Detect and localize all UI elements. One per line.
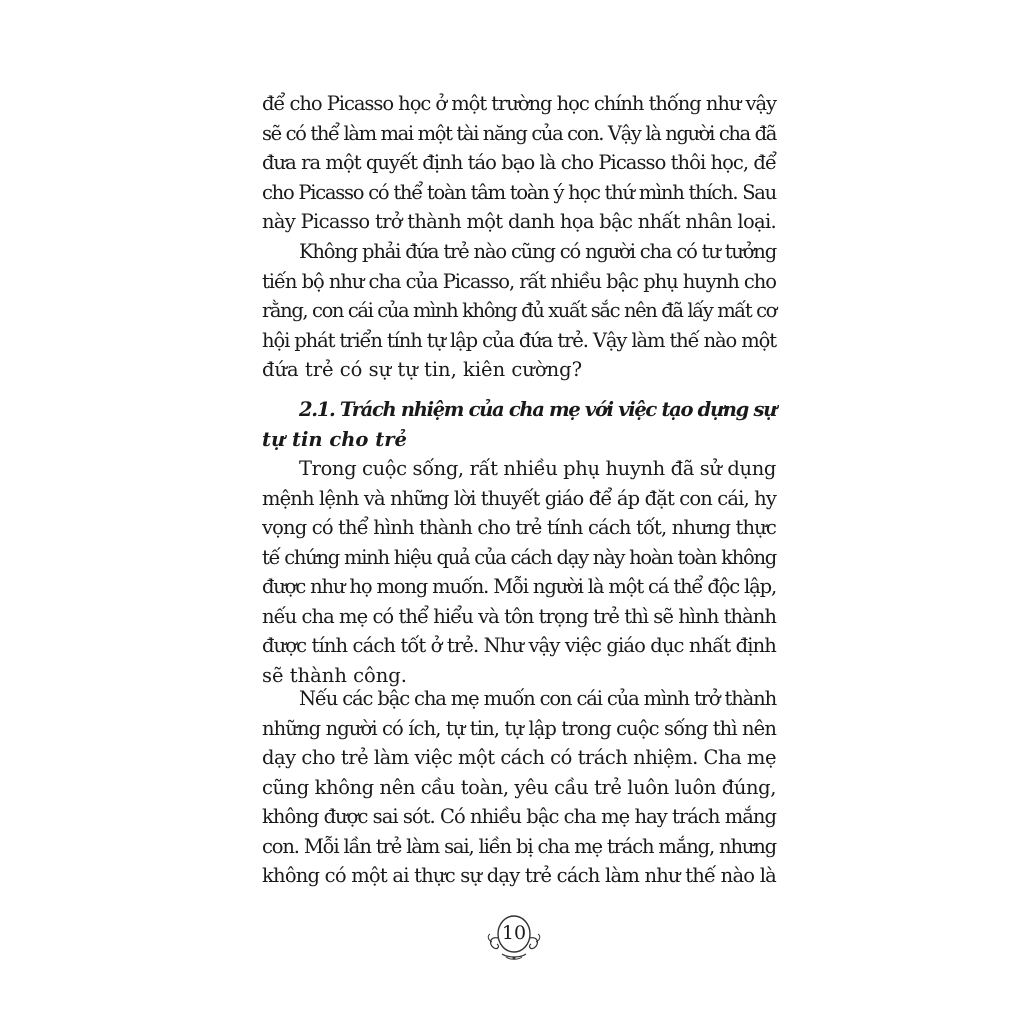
paragraph-4: [262, 684, 776, 891]
heading-line: tự tin cho trẻ: [262, 427, 407, 451]
text-line: con. Mỗi lần trẻ làm sai, liền bị cha mẹ trách mắng, nhưng: [262, 834, 776, 858]
text-line: hội phát triển tính tự lập của đứa trẻ. Vậy làm thế nào một: [262, 328, 776, 352]
text-line: được như họ mong muốn. Mỗi người là một cá thể độc lập,: [262, 575, 776, 598]
text-line: không được sai sót. Có nhiều bậc cha mẹ hay trách mắng: [262, 805, 776, 828]
text-line: vọng có thể hình thành cho trẻ tính cách tốt, nhưng thực: [262, 516, 776, 539]
text-line: cho Picasso có thể toàn tâm toàn ý học thứ mình thích. Sau: [262, 180, 776, 204]
heading-line: 2.1. Trách nhiệm của cha mẹ với việc tạo dựng sự: [299, 398, 776, 421]
page-number: 10: [501, 922, 527, 944]
text-line: Nếu các bậc cha mẹ muốn con cái của mình trở thành: [299, 687, 776, 710]
text-line: đưa ra một quyết định táo bạo là cho Picasso thôi học, để: [262, 151, 776, 174]
text-line: để cho Picasso học ở một trường học chính thống như vậy: [262, 92, 776, 115]
text-line: rằng, con cái của mình không đủ xuất sắc nên đã lấy mất cơ: [262, 299, 776, 322]
text-line: Trong cuộc sống, rất nhiều phụ huynh đã sử dụng: [299, 457, 776, 480]
section-heading: [262, 395, 776, 454]
text-line: cũng không nên cầu toàn, yêu cầu trẻ luôn luôn đúng,: [262, 775, 776, 799]
text-line: dạy cho trẻ làm việc một cách có trách nhiệm. Cha mẹ: [262, 746, 776, 769]
text-line: đứa trẻ có sự tự tin, kiên cường?: [262, 358, 583, 381]
text-line: tế chứng minh hiệu quả của cách dạy này hoàn toàn không: [262, 545, 776, 569]
text-line: những người có ích, tự tin, tự lập trong cuộc sống thì nên: [262, 716, 776, 740]
paragraph-3: [262, 454, 776, 690]
paragraph-1: [262, 89, 776, 237]
paragraph-2: [262, 237, 776, 385]
text-line: sẽ có thể làm mai một tài năng của con. Vậy là người cha đã: [262, 121, 776, 145]
text-line: Không phải đứa trẻ nào cũng có người cha có tư tưởng: [299, 240, 776, 263]
text-line: sẽ thành công.: [262, 663, 407, 687]
page-number-ornament: [486, 912, 542, 962]
text-line: mệnh lệnh và những lời thuyết giáo để áp đặt con cái, hy: [262, 486, 776, 510]
text-line: không có một ai thực sự dạy trẻ cách làm như thế nào là: [262, 864, 776, 887]
text-line: này Picasso trở thành một danh họa bậc nhất nhân loại.: [262, 210, 776, 233]
text-line: được tính cách tốt ở trẻ. Như vậy việc giáo dục nhất định: [262, 634, 776, 657]
text-line: tiến bộ như cha của Picasso, rất nhiều bậc phụ huynh cho: [262, 269, 776, 293]
text-line: nếu cha mẹ có thể hiểu và tôn trọng trẻ thì sẽ hình thành: [262, 604, 776, 628]
